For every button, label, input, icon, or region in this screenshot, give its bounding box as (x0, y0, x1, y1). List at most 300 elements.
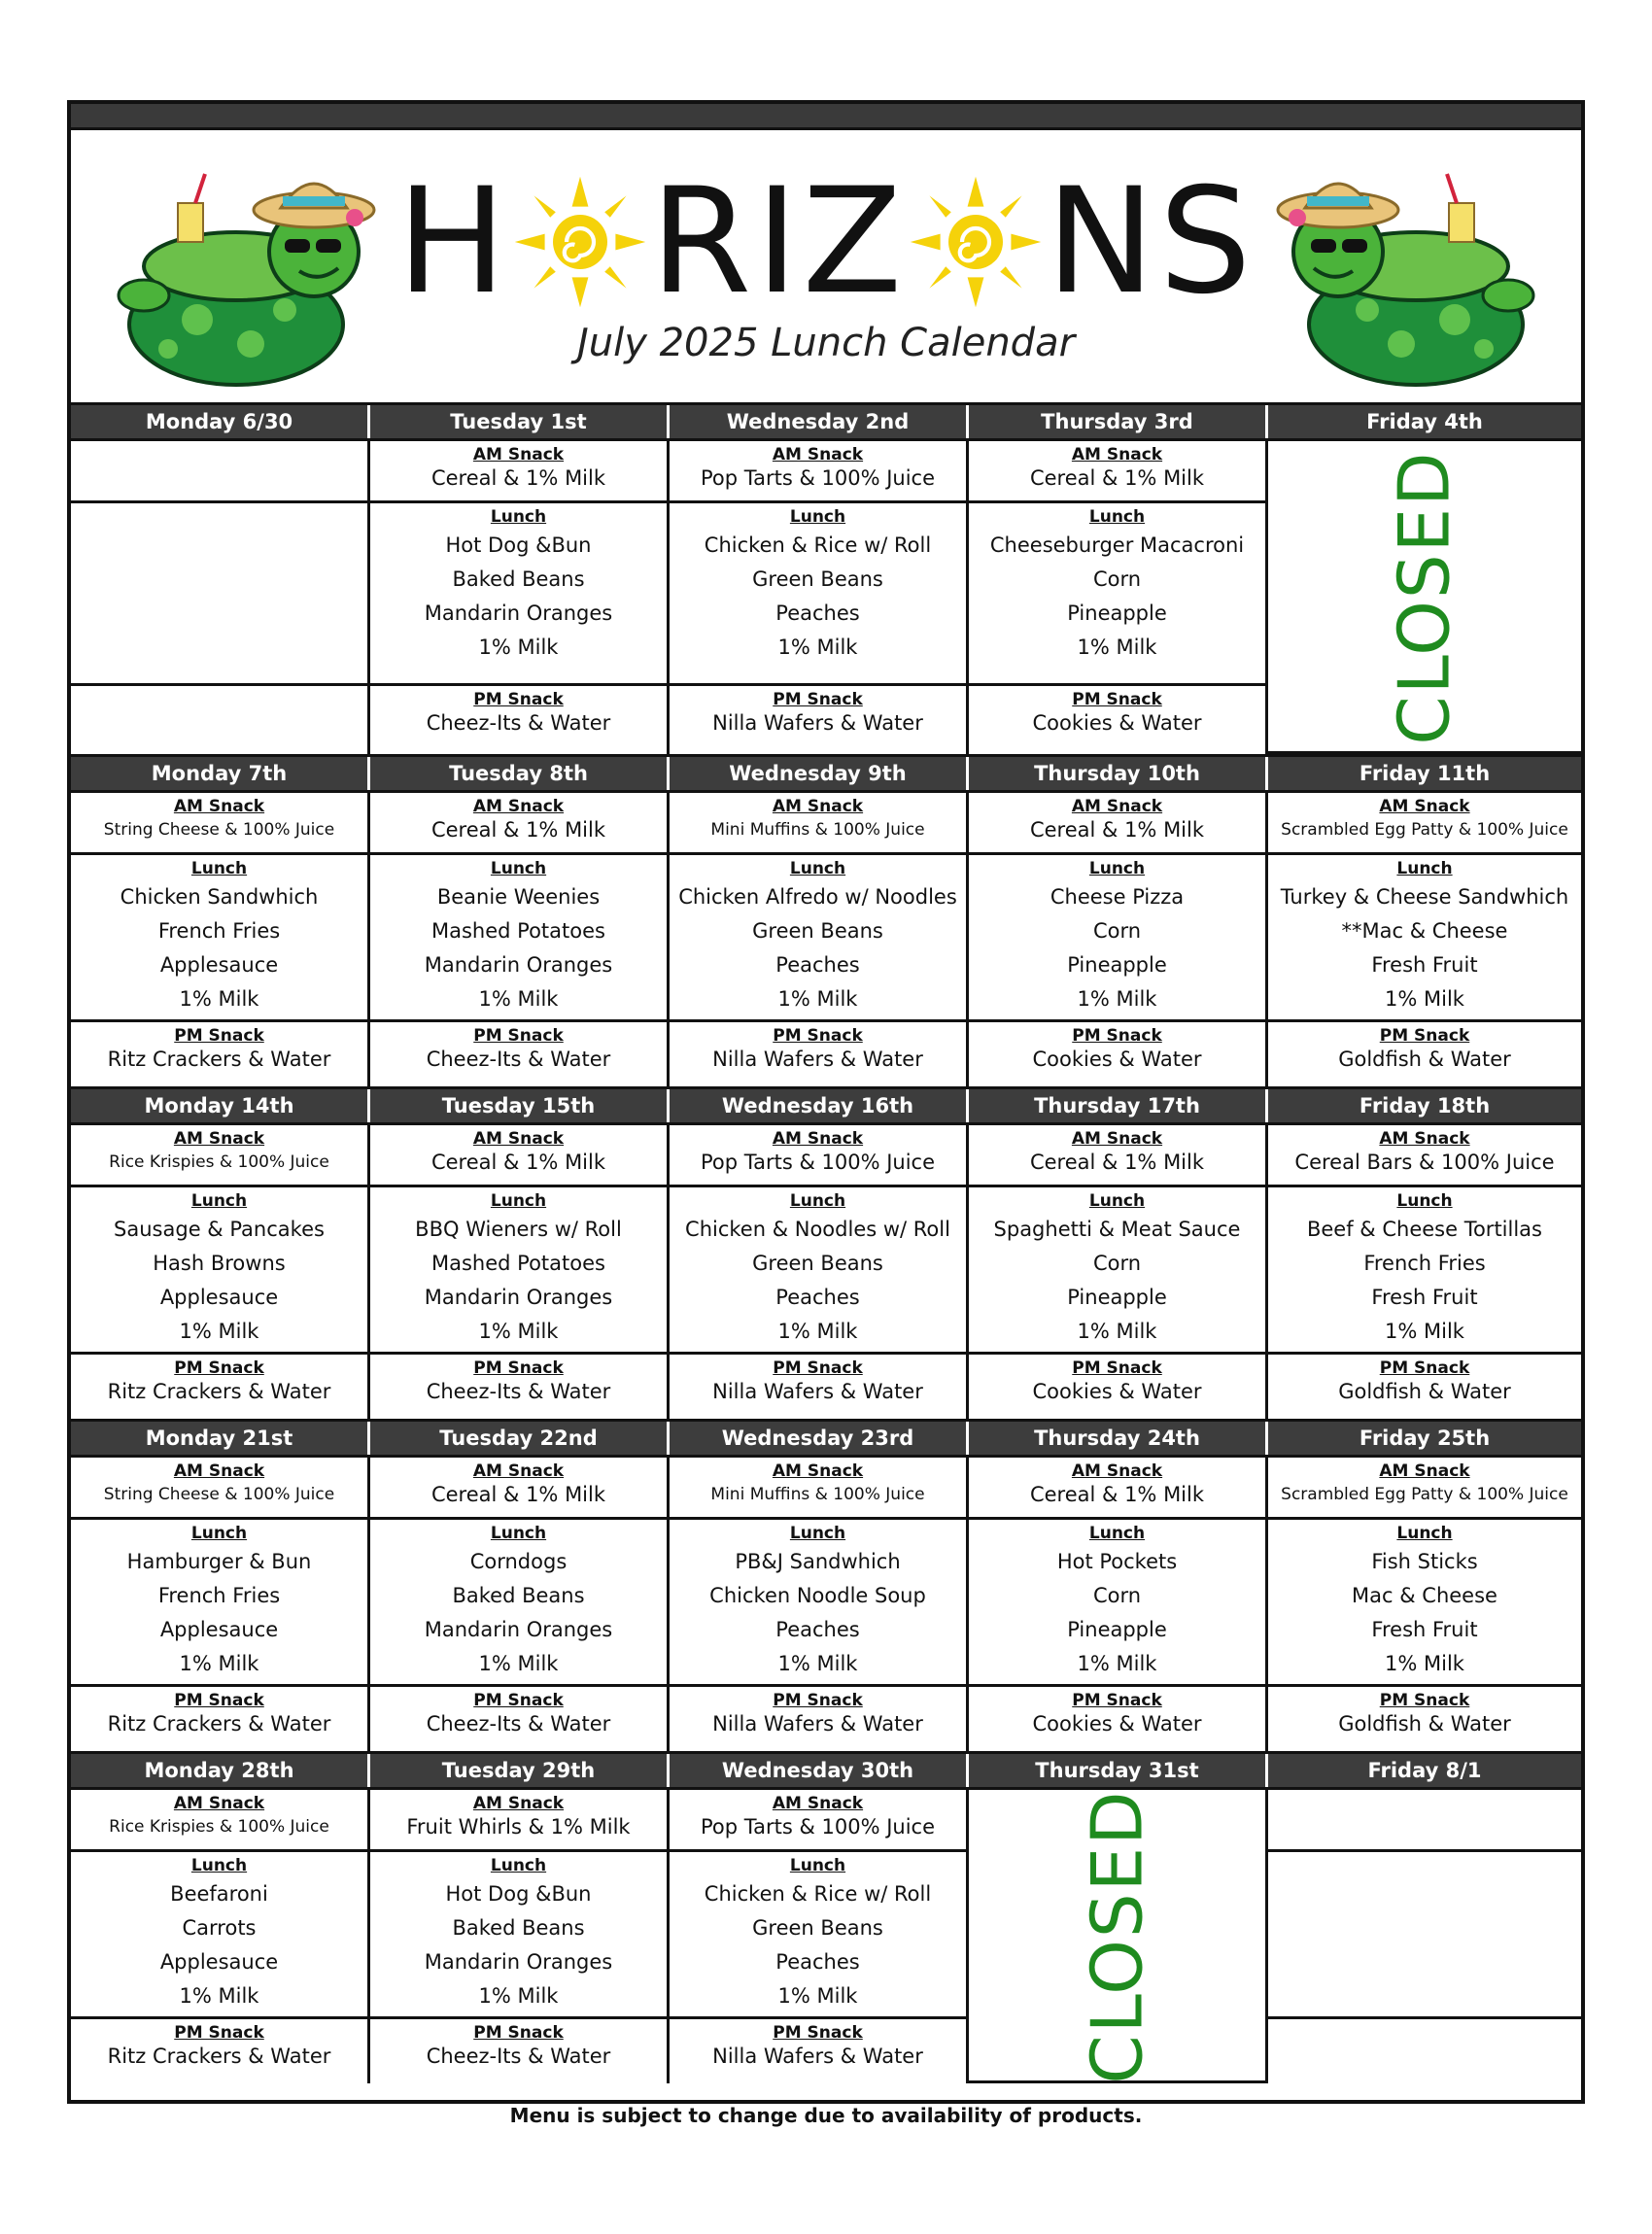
day-column (71, 1790, 370, 2083)
pm-section (670, 1022, 966, 1086)
lunch-section (670, 1187, 966, 1355)
day-header: Tuesday 8th (370, 757, 670, 790)
lunch-section (969, 1187, 1265, 1355)
pm-snack-label: PM Snack (174, 1691, 264, 1710)
lunch-item: BBQ Wieners w/ Roll (415, 1218, 622, 1241)
am-snack-item: Cereal Bars & 100% Juice (1294, 1151, 1555, 1174)
pm-snack-item: Goldfish & Water (1338, 1712, 1511, 1736)
pm-snack-label: PM Snack (1072, 1691, 1162, 1710)
day-column (670, 1125, 969, 1419)
pm-snack-label: PM Snack (773, 690, 863, 709)
pm-snack-label: PM Snack (174, 2023, 264, 2043)
lunch-section (670, 1520, 966, 1687)
lunch-label: Lunch (1088, 1524, 1146, 1543)
lunch-item: 1% Milk (478, 1320, 559, 1343)
am-snack-item: Mini Muffins & 100% Juice (710, 1485, 925, 1504)
lunch-item: 1% Milk (777, 1984, 858, 2008)
lunch-item: Hot Dog &Bun (445, 533, 592, 557)
pm-section (670, 1355, 966, 1419)
lunch-section (670, 1852, 966, 2019)
pm-snack-label: PM Snack (773, 1026, 863, 1046)
lunch-item: Fish Sticks (1371, 1550, 1478, 1573)
lunch-section (1268, 1187, 1581, 1355)
am-section (370, 1125, 667, 1187)
am-snack-item: String Cheese & 100% Juice (103, 820, 335, 840)
footer-note: Menu is subject to change due to availability of products. (509, 2104, 1143, 2127)
lunch-label: Lunch (1088, 859, 1146, 878)
lunch-item: Hot Dog &Bun (445, 1882, 592, 1906)
am-snack-label: AM Snack (1071, 1461, 1163, 1481)
pm-section (1268, 1355, 1581, 1419)
lunch-item: Cheese Pizza (1050, 885, 1185, 909)
lunch-section (1268, 1520, 1581, 1687)
pm-section (670, 2019, 966, 2083)
lunch-item: French Fries (1363, 1252, 1486, 1275)
lunch-section (1268, 1852, 1581, 2019)
am-section (670, 441, 966, 503)
lunch-item: Sausage & Pancakes (114, 1218, 325, 1241)
am-snack-label: AM Snack (173, 1794, 265, 1813)
am-snack-label: AM Snack (772, 445, 864, 464)
lunch-item: Peaches (775, 1950, 860, 1974)
am-snack-label: AM Snack (1379, 797, 1470, 816)
pm-section (71, 2019, 367, 2083)
pm-section (71, 1022, 367, 1086)
lunch-section (71, 1187, 367, 1355)
lunch-item: Chicken & Rice w/ Roll (704, 1882, 932, 1906)
day-column (670, 793, 969, 1086)
lunch-item: Mandarin Oranges (424, 1286, 613, 1309)
pm-snack-label: PM Snack (1072, 690, 1162, 709)
day-header: Friday 11th (1359, 762, 1491, 785)
lunch-item: Pineapple (1067, 1618, 1167, 1641)
am-section (370, 441, 667, 503)
am-snack-item: Cereal & 1% Milk (1029, 1151, 1205, 1174)
day-header: Thursday 17th (969, 1089, 1268, 1122)
lunch-item: 1% Milk (1077, 1320, 1157, 1343)
lunch-label: Lunch (1088, 507, 1146, 527)
am-snack-item: Scrambled Egg Patty & 100% Juice (1281, 1485, 1568, 1504)
pm-snack-label: PM Snack (473, 1026, 564, 1046)
lunch-item: 1% Milk (777, 1320, 858, 1343)
pm-snack-item: Ritz Crackers & Water (107, 1048, 331, 1071)
am-section (71, 1458, 367, 1520)
pm-snack-label: PM Snack (1379, 1691, 1470, 1710)
lunch-item: Mandarin Oranges (424, 1950, 613, 1974)
lunch-label: Lunch (190, 859, 248, 878)
pm-snack-item: Nilla Wafers & Water (712, 1048, 923, 1071)
day-column (1268, 1458, 1581, 1751)
day-column (370, 1458, 670, 1751)
closed-overlay (969, 1790, 1265, 2083)
lunch-section (969, 503, 1265, 686)
lunch-item: Peaches (775, 953, 860, 977)
lunch-item: 1% Milk (478, 1652, 559, 1675)
am-section (670, 1125, 966, 1187)
pm-snack-item: Cookies & Water (1032, 1048, 1202, 1071)
lunch-label: Lunch (789, 1191, 846, 1211)
day-header: Friday 4th (1366, 410, 1483, 433)
day-header: Wednesday 9th (670, 757, 969, 790)
am-snack-label: AM Snack (173, 1461, 265, 1481)
lunch-item: Cheeseburger Macacroni (989, 533, 1245, 557)
lunch-item: 1% Milk (777, 1652, 858, 1675)
day-column (670, 1458, 969, 1751)
lunch-item: Chicken Alfredo w/ Noodles (678, 885, 957, 909)
day-column (370, 1790, 670, 2083)
lunch-item: Mashed Potatoes (431, 1252, 605, 1275)
am-snack-label: AM Snack (472, 1794, 565, 1813)
pm-snack-label: PM Snack (1379, 1026, 1470, 1046)
am-section (969, 793, 1265, 855)
am-section (71, 441, 367, 503)
am-section (71, 1790, 367, 1852)
lunch-item: Fresh Fruit (1371, 1618, 1478, 1641)
am-snack-item: Cereal & 1% Milk (430, 1483, 606, 1506)
pm-snack-label: PM Snack (1072, 1026, 1162, 1046)
lunch-item: Spaghetti & Meat Sauce (993, 1218, 1241, 1241)
am-snack-label: AM Snack (1379, 1461, 1470, 1481)
lunch-item: 1% Milk (777, 987, 858, 1011)
am-snack-item: Cereal & 1% Milk (430, 1151, 606, 1174)
pm-snack-label: PM Snack (174, 1358, 264, 1378)
day-header: Tuesday 22nd (370, 1422, 670, 1455)
lunch-section (370, 1852, 667, 2019)
closed-overlay (1268, 441, 1581, 754)
calendar-header (71, 130, 1581, 402)
am-snack-item: Cereal & 1% Milk (1029, 818, 1205, 842)
lunch-section (370, 1187, 667, 1355)
lunch-item: Applesauce (159, 1950, 279, 1974)
day-header: Monday 6/30 (71, 405, 370, 438)
week-block (71, 754, 1581, 1086)
lunch-item: **Mac & Cheese (1341, 919, 1508, 943)
am-section (370, 793, 667, 855)
week-header-row (71, 1089, 1581, 1125)
lunch-item: Green Beans (752, 1916, 883, 1940)
am-section (670, 1790, 966, 1852)
lunch-label: Lunch (190, 1524, 248, 1543)
pm-snack-item: Cheez-Its & Water (426, 1048, 611, 1071)
am-section (1268, 1125, 1581, 1187)
day-column (969, 1125, 1268, 1419)
lunch-label: Lunch (490, 1856, 547, 1875)
pm-snack-item: Ritz Crackers & Water (107, 1380, 331, 1403)
am-snack-item: Mini Muffins & 100% Juice (710, 820, 925, 840)
lunch-label: Lunch (789, 1524, 846, 1543)
lunch-item: Hamburger & Bun (126, 1550, 312, 1573)
lunch-item: 1% Milk (1385, 987, 1464, 1011)
lunch-section (71, 1852, 367, 2019)
day-column (969, 1458, 1268, 1751)
pm-snack-label: PM Snack (473, 1691, 564, 1710)
lunch-label: Lunch (190, 1191, 248, 1211)
lunch-item: Beanie Weenies (436, 885, 601, 909)
week-header-row (71, 1422, 1581, 1458)
day-column (71, 441, 370, 754)
day-header: Monday 14th (71, 1089, 370, 1122)
am-section (969, 1458, 1265, 1520)
week-header-row (71, 405, 1581, 441)
week-body-row (71, 1790, 1581, 2083)
pm-section (969, 1355, 1265, 1419)
lunch-section (71, 503, 367, 686)
lunch-item: Hot Pockets (1056, 1550, 1178, 1573)
day-header: Wednesday 2nd (670, 405, 969, 438)
lunch-item: Hash Browns (153, 1252, 286, 1275)
lunch-item: Baked Beans (452, 1916, 585, 1940)
am-snack-label: AM Snack (1379, 1129, 1470, 1149)
turtle-icon (1270, 150, 1562, 393)
day-header: Wednesday 16th (670, 1089, 969, 1122)
lunch-section (670, 503, 966, 686)
pm-snack-label: PM Snack (773, 1358, 863, 1378)
am-snack-label: AM Snack (772, 1461, 864, 1481)
lunch-item: Green Beans (752, 567, 883, 591)
am-snack-label: AM Snack (1071, 797, 1163, 816)
pm-snack-item: Cookies & Water (1032, 1712, 1202, 1736)
lunch-item: Applesauce (159, 953, 279, 977)
lunch-item: Mac & Cheese (1352, 1584, 1497, 1607)
pm-snack-item: Nilla Wafers & Water (712, 1712, 923, 1736)
day-column (969, 793, 1268, 1086)
am-section (1268, 1790, 1581, 1852)
week-body-row (71, 441, 1581, 754)
lunch-item: Baked Beans (452, 567, 585, 591)
lunch-section (71, 855, 367, 1022)
lunch-item: Pineapple (1067, 953, 1167, 977)
pm-snack-label: PM Snack (773, 1691, 863, 1710)
am-section (670, 793, 966, 855)
am-section (969, 1125, 1265, 1187)
pm-snack-item: Nilla Wafers & Water (712, 1380, 923, 1403)
pm-section (1268, 2019, 1581, 2083)
am-snack-item: Cereal & 1% Milk (430, 466, 606, 490)
sun-icon (908, 174, 1044, 310)
pm-snack-label: PM Snack (473, 1358, 564, 1378)
calendar-frame (67, 100, 1585, 2104)
week-header-row (71, 757, 1581, 793)
am-snack-item: Rice Krispies & 100% Juice (109, 1817, 329, 1837)
lunch-item: Fresh Fruit (1371, 953, 1478, 977)
lunch-item: Corn (1092, 1252, 1142, 1275)
pm-snack-label: PM Snack (773, 2023, 863, 2043)
lunch-item: Chicken Sandwhich (120, 885, 319, 909)
pm-snack-item: Cheez-Its & Water (426, 711, 611, 735)
am-section (1268, 1458, 1581, 1520)
pm-snack-label: PM Snack (1379, 1358, 1470, 1378)
day-header: Tuesday 1st (370, 405, 670, 438)
lunch-label: Lunch (789, 507, 846, 527)
lunch-label: Lunch (1396, 859, 1453, 878)
am-section (71, 793, 367, 855)
calendar-subtitle: July 2025 Lunch Calendar (576, 321, 1076, 365)
sun-icon (512, 174, 648, 310)
am-section (370, 1458, 667, 1520)
day-header: Thursday 3rd (969, 405, 1268, 438)
day-column (670, 1790, 969, 2083)
day-header: Wednesday 23rd (670, 1422, 969, 1455)
am-snack-item: String Cheese & 100% Juice (103, 1485, 335, 1504)
day-header: Monday 21st (71, 1422, 370, 1455)
am-snack-label: AM Snack (772, 797, 864, 816)
am-snack-item: Cereal & 1% Milk (1029, 1483, 1205, 1506)
lunch-label: Lunch (789, 1856, 846, 1875)
day-column (71, 1125, 370, 1419)
am-section (670, 1458, 966, 1520)
lunch-item: Fresh Fruit (1371, 1286, 1478, 1309)
lunch-item: Pineapple (1067, 601, 1167, 625)
pm-snack-item: Goldfish & Water (1338, 1380, 1511, 1403)
lunch-section (370, 503, 667, 686)
top-bar (71, 104, 1581, 130)
day-column (1268, 793, 1581, 1086)
day-column (969, 441, 1268, 754)
am-snack-label: AM Snack (472, 445, 565, 464)
pm-section (370, 1022, 667, 1086)
pm-section (370, 1355, 667, 1419)
week-header-row (71, 1754, 1581, 1790)
pm-section (670, 686, 966, 754)
am-snack-label: AM Snack (472, 797, 565, 816)
am-snack-label: AM Snack (173, 797, 265, 816)
pm-snack-item: Cheez-Its & Water (426, 1380, 611, 1403)
am-section (1268, 793, 1581, 855)
pm-snack-item: Goldfish & Water (1338, 1048, 1511, 1071)
am-snack-label: AM Snack (772, 1129, 864, 1149)
am-snack-label: AM Snack (472, 1129, 565, 1149)
lunch-item: Corn (1092, 919, 1142, 943)
day-header: Monday 28th (71, 1754, 370, 1787)
lunch-label: Lunch (490, 1191, 547, 1211)
am-snack-label: AM Snack (472, 1461, 565, 1481)
lunch-item: Applesauce (159, 1286, 279, 1309)
closed-label: CLOSED (1076, 1789, 1158, 2084)
lunch-item: Chicken & Noodles w/ Roll (685, 1218, 950, 1241)
lunch-label: Lunch (789, 859, 846, 878)
lunch-item: 1% Milk (777, 636, 858, 659)
lunch-item: Green Beans (752, 1252, 883, 1275)
day-column (969, 1790, 1268, 2083)
day-header: Tuesday 15th (370, 1089, 670, 1122)
am-snack-item: Scrambled Egg Patty & 100% Juice (1281, 820, 1568, 840)
pm-snack-label: PM Snack (174, 1026, 264, 1046)
pm-section (71, 1355, 367, 1419)
lunch-item: Peaches (775, 601, 860, 625)
day-header: Thursday 31st (969, 1754, 1268, 1787)
lunch-item: French Fries (157, 919, 281, 943)
lunch-item: French Fries (157, 1584, 281, 1607)
pm-snack-item: Cheez-Its & Water (426, 1712, 611, 1736)
lunch-item: Beefaroni (170, 1882, 268, 1906)
day-header: Friday 25th (1359, 1426, 1491, 1450)
day-column (1268, 1125, 1581, 1419)
lunch-section (71, 1520, 367, 1687)
am-snack-item: Pop Tarts & 100% Juice (700, 1815, 936, 1839)
pm-section (969, 1687, 1265, 1751)
pm-snack-item: Cheez-Its & Water (426, 2045, 611, 2068)
pm-section (670, 1687, 966, 1751)
day-column (1268, 1790, 1581, 2083)
pm-snack-label: PM Snack (473, 2023, 564, 2043)
lunch-section (370, 855, 667, 1022)
am-snack-item: Cereal & 1% Milk (1029, 466, 1205, 490)
pm-section (71, 686, 367, 754)
lunch-item: Chicken & Rice w/ Roll (704, 533, 932, 557)
lunch-item: Corn (1092, 567, 1142, 591)
lunch-item: 1% Milk (478, 636, 559, 659)
week-block (71, 1086, 1581, 1419)
pm-section (71, 1687, 367, 1751)
lunch-item: Baked Beans (452, 1584, 585, 1607)
day-column (370, 441, 670, 754)
day-column (71, 1458, 370, 1751)
am-snack-item: Pop Tarts & 100% Juice (700, 1151, 936, 1174)
lunch-item: Peaches (775, 1618, 860, 1641)
lunch-item: PB&J Sandwhich (735, 1550, 901, 1573)
week-body-row (71, 1458, 1581, 1751)
am-snack-label: AM Snack (772, 1794, 864, 1813)
logo-text-mid: RIZ (650, 157, 907, 327)
pm-section (370, 1687, 667, 1751)
lunch-item: 1% Milk (478, 1984, 559, 2008)
lunch-section (969, 855, 1265, 1022)
lunch-item: 1% Milk (478, 987, 559, 1011)
lunch-section (670, 855, 966, 1022)
lunch-label: Lunch (1396, 1191, 1453, 1211)
lunch-item: Turkey & Cheese Sandwhich (1280, 885, 1569, 909)
logo-text-left: H (396, 157, 511, 327)
day-column (370, 1125, 670, 1419)
lunch-item: Mandarin Oranges (424, 953, 613, 977)
lunch-item: Beef & Cheese Tortillas (1306, 1218, 1542, 1241)
lunch-label: Lunch (490, 859, 547, 878)
pm-section (969, 1022, 1265, 1086)
day-header: Friday 18th (1359, 1094, 1491, 1117)
pm-section (1268, 1687, 1581, 1751)
lunch-item: 1% Milk (1077, 987, 1157, 1011)
lunch-section (969, 1520, 1265, 1687)
pm-section (969, 686, 1265, 754)
lunch-label: Lunch (490, 507, 547, 527)
lunch-item: Carrots (182, 1916, 257, 1940)
day-header: Wednesday 30th (670, 1754, 969, 1787)
calendar-grid (71, 402, 1581, 2083)
lunch-item: Corn (1092, 1584, 1142, 1607)
day-header: Tuesday 29th (370, 1754, 670, 1787)
pm-snack-label: PM Snack (473, 690, 564, 709)
day-header: Friday 8/1 (1367, 1759, 1482, 1782)
lunch-item: Chicken Noodle Soup (709, 1584, 926, 1607)
lunch-item: Pineapple (1067, 1286, 1167, 1309)
lunch-item: Mashed Potatoes (431, 919, 605, 943)
lunch-item: Applesauce (159, 1618, 279, 1641)
pm-snack-item: Cookies & Water (1032, 711, 1202, 735)
lunch-item: Mandarin Oranges (424, 601, 613, 625)
am-section (969, 441, 1265, 503)
pm-snack-item: Cookies & Water (1032, 1380, 1202, 1403)
pm-snack-item: Ritz Crackers & Water (107, 1712, 331, 1736)
lunch-item: 1% Milk (179, 987, 259, 1011)
day-column (71, 793, 370, 1086)
lunch-item: 1% Milk (1385, 1320, 1464, 1343)
am-snack-item: Cereal & 1% Milk (430, 818, 606, 842)
lunch-item: 1% Milk (1077, 1652, 1157, 1675)
week-block (71, 1419, 1581, 1751)
am-snack-label: AM Snack (173, 1129, 265, 1149)
lunch-label: Lunch (190, 1856, 248, 1875)
pm-snack-item: Ritz Crackers & Water (107, 2045, 331, 2068)
